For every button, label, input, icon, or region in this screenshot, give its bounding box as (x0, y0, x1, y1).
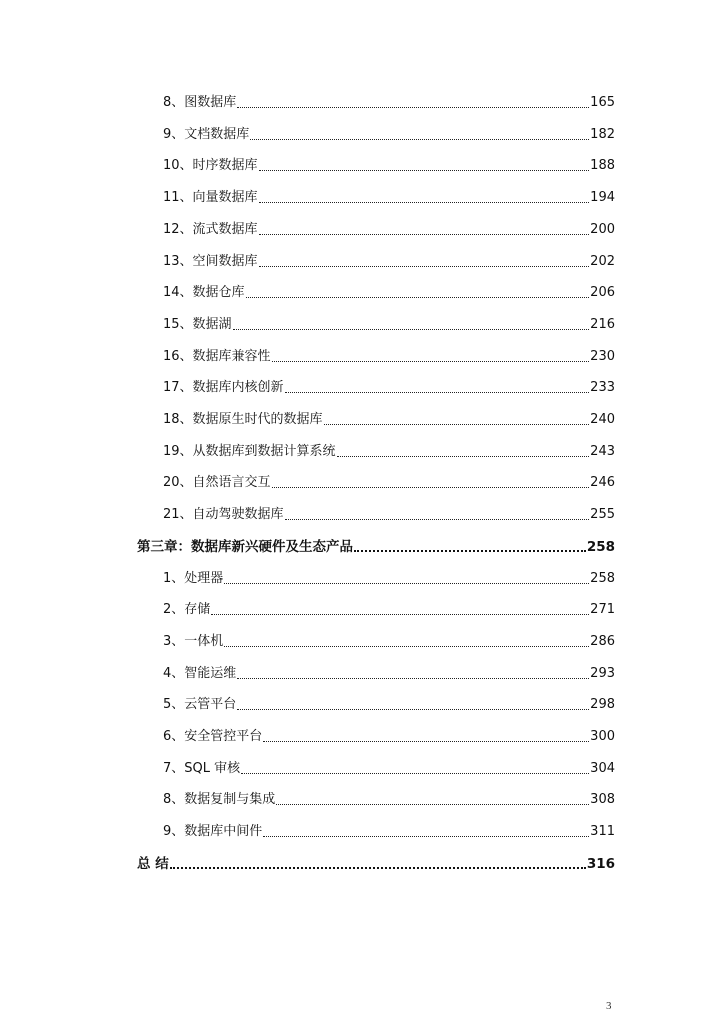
toc-entry-title: 8、数据复制与集成 (163, 792, 276, 808)
toc-entry[interactable] (163, 600, 615, 620)
toc-chapter-entry[interactable] (137, 537, 615, 557)
toc-entry-page: 182 (590, 126, 615, 142)
toc-entry-title: 10、时序数据库 (163, 158, 258, 174)
page-number: 3 (606, 1000, 612, 1012)
toc-entry[interactable] (163, 410, 615, 430)
toc-dot-leader (263, 836, 589, 837)
toc-entry-title: 20、自然语言交互 (163, 475, 271, 491)
toc-entry-title: 19、从数据库到数据计算系统 (163, 443, 336, 459)
toc-dot-leader (237, 709, 589, 710)
toc-dot-leader (237, 107, 589, 108)
toc-entry-title: 7、SQL 审核 (163, 760, 241, 776)
toc-entry-page: 188 (590, 158, 615, 174)
toc-dot-leader (170, 867, 586, 869)
toc-entry-title: 12、流式数据库 (163, 221, 258, 237)
toc-entry-page: 255 (590, 507, 615, 523)
toc-entry[interactable] (163, 125, 615, 145)
toc-entry[interactable] (163, 220, 615, 240)
toc-entry-page: 286 (590, 633, 615, 649)
toc-entry[interactable] (163, 315, 615, 335)
toc-dot-leader (354, 550, 586, 552)
toc-dot-leader (233, 329, 590, 330)
toc-entry-title: 1、处理器 (163, 570, 224, 586)
toc-entry[interactable] (163, 442, 615, 462)
toc-dot-leader (276, 804, 589, 805)
toc-chapter-entry[interactable] (137, 854, 615, 874)
toc-entry[interactable] (163, 505, 615, 525)
toc-entry[interactable] (163, 252, 615, 272)
toc-entry-page: 240 (590, 412, 615, 427)
toc-entry-page: 202 (590, 253, 615, 269)
toc-entry-page: 258 (586, 538, 615, 555)
toc-entry[interactable] (163, 188, 615, 208)
toc-entry[interactable] (163, 664, 615, 684)
toc-entry[interactable] (163, 790, 615, 810)
toc-entry-title: 3、一体机 (163, 633, 224, 649)
toc-entry-page: 293 (590, 665, 615, 681)
toc-dot-leader (259, 170, 590, 171)
toc-entry-page: 308 (590, 792, 615, 808)
toc-dot-leader (259, 266, 590, 267)
toc-entry[interactable] (163, 759, 615, 779)
toc-dot-leader (263, 741, 589, 742)
toc-entry-title: 16、数据库兼容性 (163, 348, 271, 364)
toc-entry[interactable] (163, 283, 615, 303)
toc-dot-leader (250, 139, 589, 140)
toc-entry-page: 206 (590, 285, 615, 301)
toc-entry-title: 第三章：数据库新兴硬件及生态产品 (137, 538, 353, 555)
toc-dot-leader (224, 583, 589, 584)
toc-dot-leader (285, 392, 590, 393)
toc-entry-title: 8、图数据库 (163, 95, 237, 110)
toc-entry-page: 165 (590, 95, 615, 110)
toc-entry[interactable] (163, 347, 615, 367)
toc-entry-title: 9、数据库中间件 (163, 824, 263, 840)
toc-dot-leader (259, 234, 590, 235)
toc-entry-title: 5、云管平台 (163, 697, 237, 713)
toc-entry-title: 2、存储 (163, 602, 211, 618)
toc-entry-title: 6、安全管控平台 (163, 729, 263, 744)
toc-dot-leader (241, 773, 589, 774)
toc-entry-title: 4、智能运维 (163, 665, 237, 681)
toc-entry-title: 14、数据仓库 (163, 285, 245, 301)
toc-entry-page: 233 (590, 380, 615, 396)
toc-entry-title: 15、数据湖 (163, 316, 232, 332)
toc-entry[interactable] (163, 695, 615, 715)
toc-dot-leader (272, 487, 590, 488)
toc-entry-title: 18、数据原生时代的数据库 (163, 412, 323, 427)
toc-entry-page: 271 (590, 602, 615, 618)
toc-entry-page: 216 (590, 316, 615, 332)
toc-dot-leader (237, 678, 589, 679)
toc-entry-title: 21、自动驾驶数据库 (163, 507, 284, 523)
toc-entry-page: 230 (590, 348, 615, 364)
toc-entry-page: 246 (590, 475, 615, 491)
toc-entry[interactable] (163, 632, 615, 652)
toc-entry-page: 298 (590, 697, 615, 713)
toc-entry-page: 316 (586, 855, 615, 872)
toc-entry-page: 258 (590, 570, 615, 586)
toc-entry[interactable] (163, 473, 615, 493)
toc-entry-page: 300 (590, 729, 615, 744)
toc-dot-leader (211, 614, 589, 615)
toc-entry-page: 311 (590, 824, 615, 840)
toc-entry[interactable] (163, 822, 615, 842)
toc-entry[interactable] (163, 569, 615, 589)
toc-dot-leader (272, 361, 590, 362)
toc-dot-leader (259, 202, 590, 203)
toc-entry[interactable] (163, 378, 615, 398)
toc-entry-title: 11、向量数据库 (163, 190, 258, 206)
toc-entry-title: 9、文档数据库 (163, 126, 250, 142)
toc-dot-leader (285, 519, 590, 520)
toc-dot-leader (224, 646, 589, 647)
toc-dot-leader (337, 456, 590, 457)
toc-entry-page: 200 (590, 221, 615, 237)
toc-entry-title: 13、空间数据库 (163, 253, 258, 269)
toc-entry[interactable] (163, 93, 615, 113)
toc-entry-page: 243 (590, 443, 615, 459)
toc-dot-leader (246, 297, 590, 298)
toc-entry-title: 17、数据库内核创新 (163, 380, 284, 396)
toc-dot-leader (324, 424, 590, 425)
toc-entry[interactable] (163, 727, 615, 747)
toc-entry[interactable] (163, 156, 615, 176)
toc-entry-page: 304 (590, 760, 615, 776)
toc-entry-title: 总 结 (137, 855, 169, 872)
toc-entry-page: 194 (590, 190, 615, 206)
